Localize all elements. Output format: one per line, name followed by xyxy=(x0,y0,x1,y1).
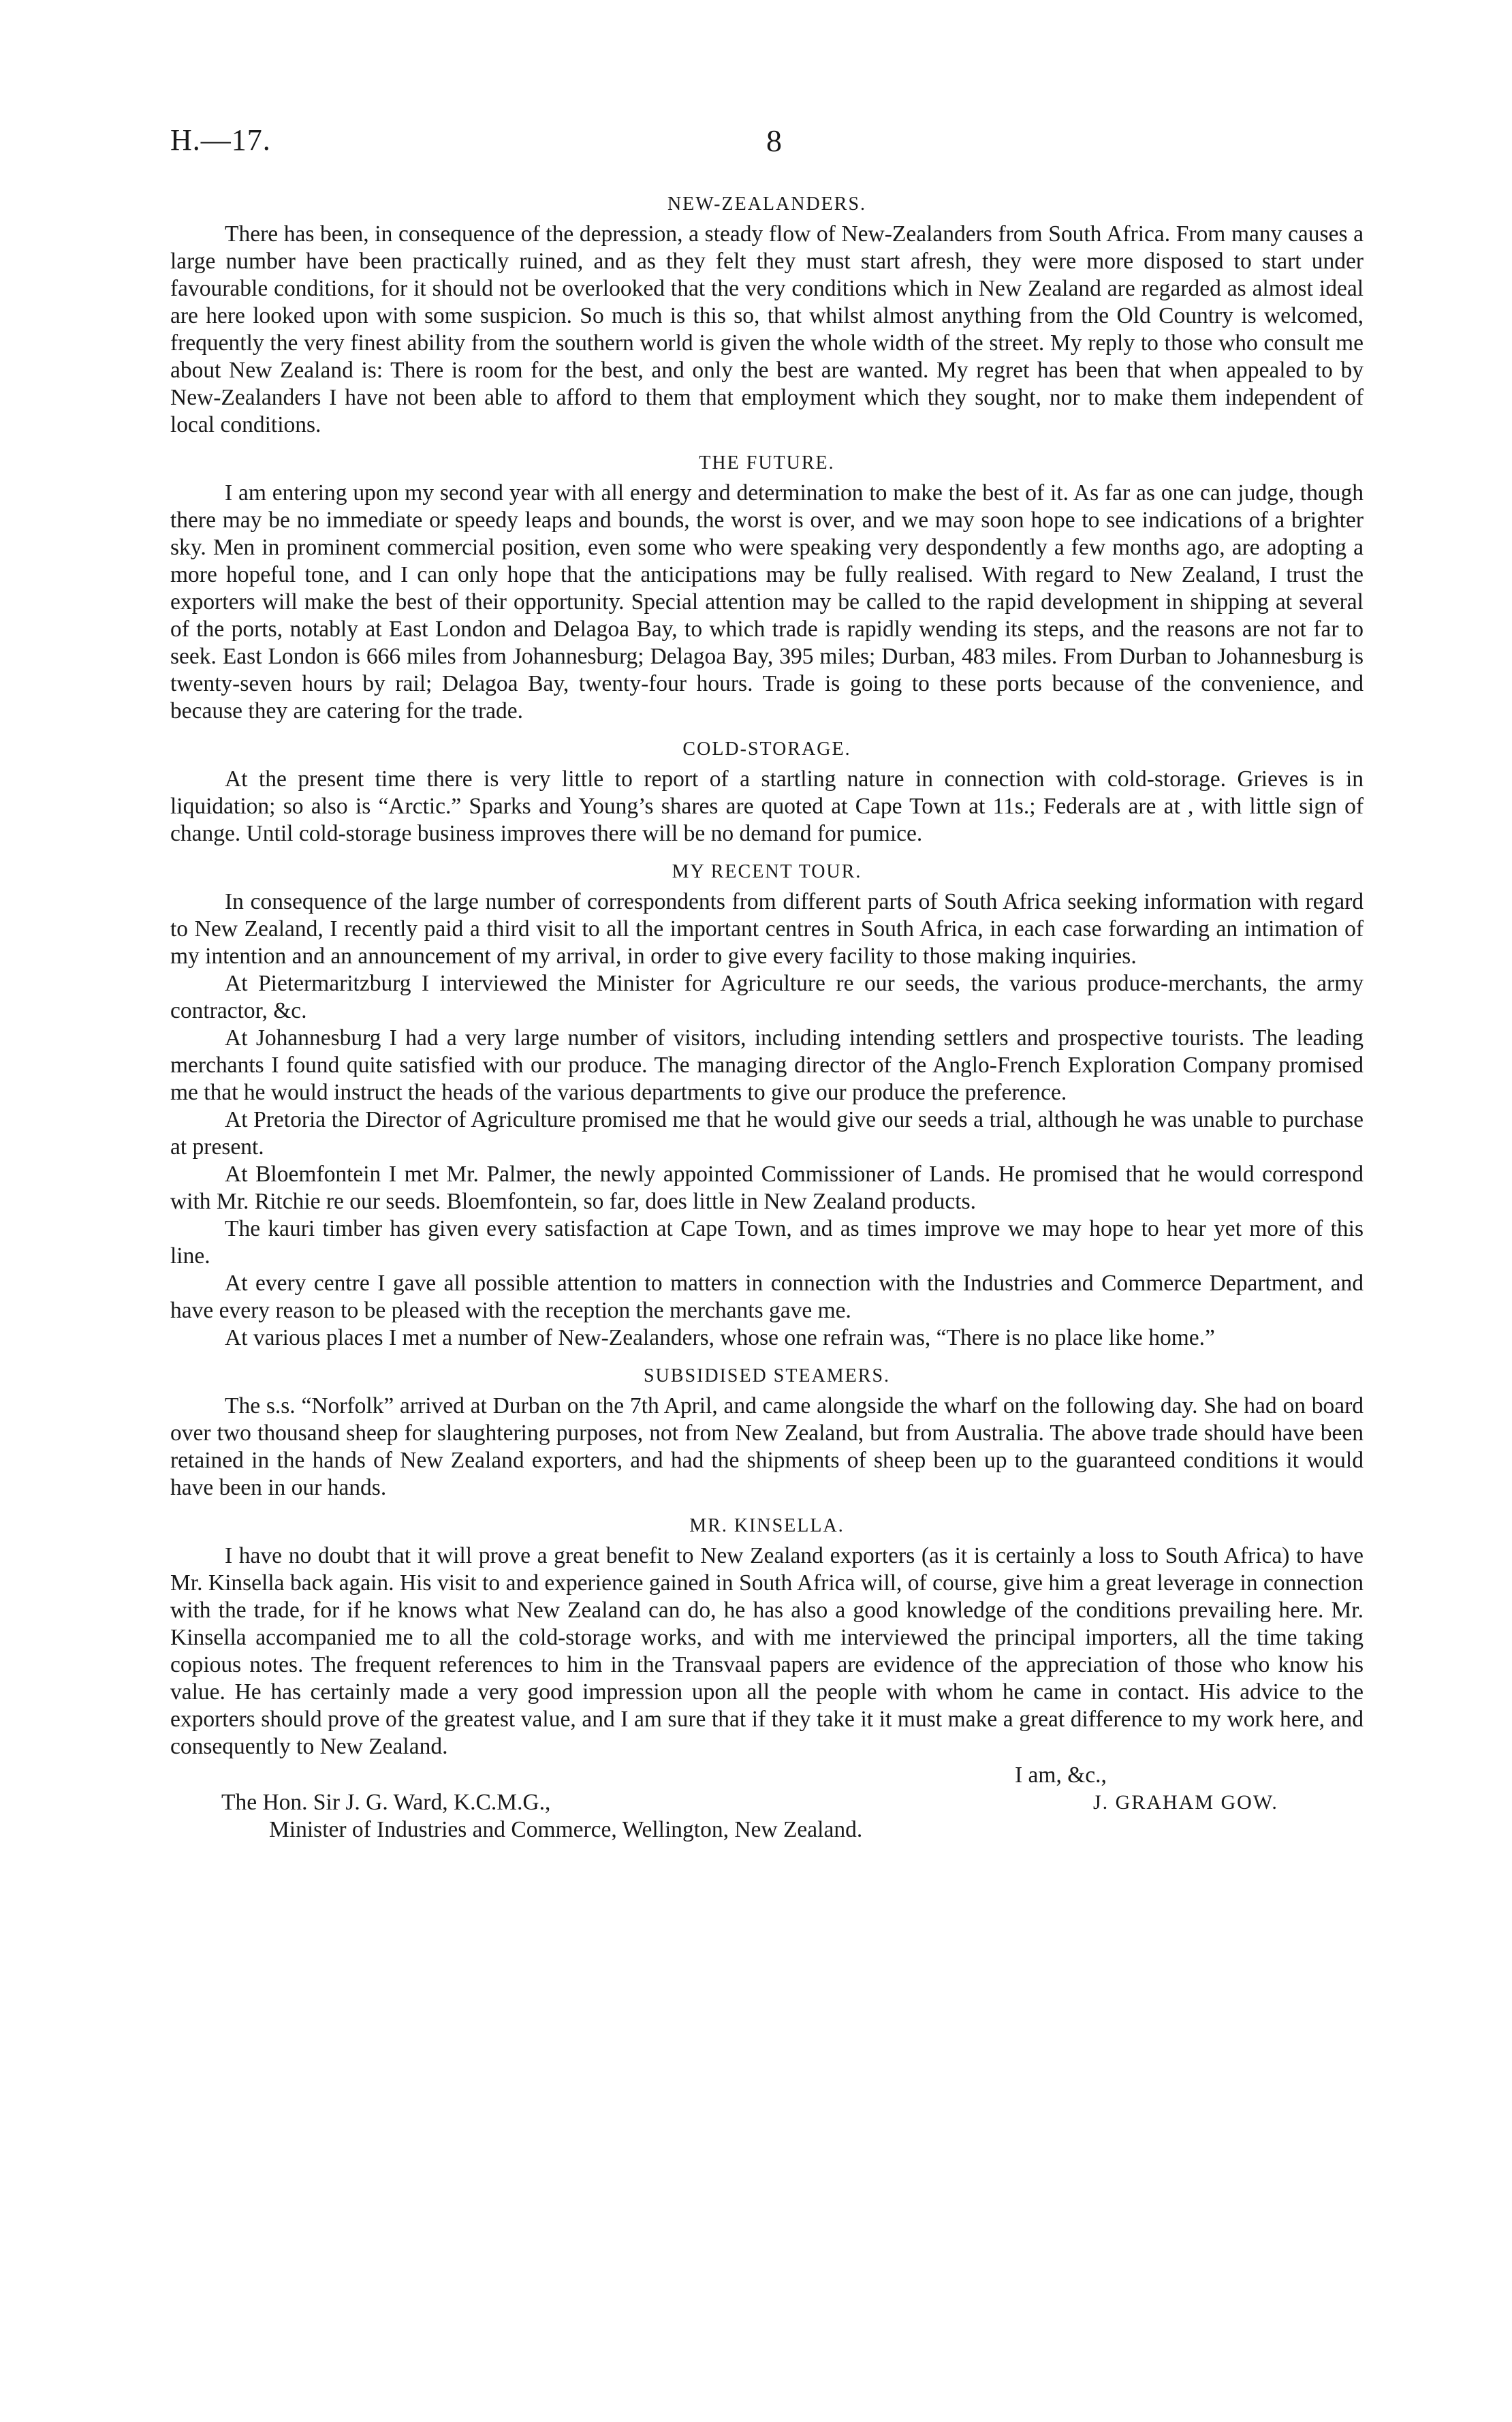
page-number: 8 xyxy=(766,123,782,158)
valediction: I am, &c., xyxy=(1015,1763,1107,1788)
document-body xyxy=(170,191,1364,1857)
addressee-name: The Hon. Sir J. G. Ward, K.C.M.G., xyxy=(221,1790,551,1815)
paragraph: In consequence of the large number of correspondents from different parts of South Africa seeking information with regard to New Zealand, I recently paid a third visit to all the important centres in South Africa, in each case forwarding an intimation of my intention and an announcement of my arrival, in order to give every facility to those making inquiries. xyxy=(170,889,1364,969)
document-reference: H.—17. xyxy=(170,123,271,157)
paragraph: The kauri timber has given every satisfaction at Cape Town, and as times improve we may hope to hear yet more of this line. xyxy=(170,1216,1364,1269)
page-header xyxy=(170,123,1369,164)
paragraph: There has been, in consequence of the depression, a steady flow of New-Zealanders from South Africa. From many causes a large number have been practically ruined, and as they felt they must start afresh, they were more disposed to start under favourable conditions, for it should not be overlooked that the very conditions which in New Zealand are regarded as almost ideal are here looked upon with some suspicion. So much is this so, that whilst almost anything from the Old Country is welcomed, frequently the very finest ability from the southern world is given the whole width of the street. My reply to those who consult me about New Zealand is: There is room for the best, and only the best are wanted. My regret has been that when appealed to by New-Zealanders I have not been able to afford to them that employment which they sought, nor to make them independent of local conditions. xyxy=(170,221,1364,437)
section-heading-subsidised-steamers: SUBSIDISED STEAMERS. xyxy=(643,1365,891,1386)
paragraph: At every centre I gave all possible attention to matters in connection with the Industries and Commerce Department, and have every reason to be pleased with the reception the merchants gave me. xyxy=(170,1271,1364,1323)
paragraph: At Johannesburg I had a very large number of visitors, including intending settlers and prospective tourists. The leading merchants I found quite satisfied with our produce. The managing director of the Anglo-French Exploration Company promised me that he would instruct the heads of the various departments to give our produce the preference. xyxy=(170,1025,1364,1105)
section-heading-my-recent-tour: MY RECENT TOUR. xyxy=(672,861,862,882)
section-heading-the-future: THE FUTURE. xyxy=(699,452,835,473)
paragraph: I have no doubt that it will prove a great benefit to New Zealand exporters (as it is certainly a loss to South Africa) to have Mr. Kinsella back again. His visit to and experience gained in South Africa will, of course, give him a great leverage in connection with the trade, for if he knows what New Zealand can do, he has also a good knowledge of the conditions prevailing here. Mr. Kinsella accompanied me to all the cold-storage works, and with me interviewed the principal importers, all the time taking copious notes. The frequent references to him in the Transvaal papers are evidence of the appreciation of those who know his value. He has certainly made a very good impression upon all the people with whom he came in contact. His advice to the exporters should prove of the greatest value, and I am sure that if they take it it must make a great difference to my work here, and consequently to New Zealand. xyxy=(170,1543,1364,1759)
paragraph: At Pretoria the Director of Agriculture promised me that he would give our seeds a trial, although he was unable to purchase at present. xyxy=(170,1107,1364,1160)
section-heading-cold-storage: COLD-STORAGE. xyxy=(682,739,851,760)
paragraph: At the present time there is very little to report of a startling nature in connection with cold-storage. Grieves is in liquidation; so also is “Arctic.” Sparks and Young’s shares are quoted at Cape Town at 11s.; Federals are at , with little sign of change. Until cold-storage business improves there will be no demand for pumice. xyxy=(170,766,1364,846)
paragraph: At Pietermaritzburg I interviewed the Minister for Agriculture re our seeds, the various produce-merchants, the army contractor, &c. xyxy=(170,971,1364,1023)
letter-closing xyxy=(170,1762,1364,1857)
paragraph: At Bloemfontein I met Mr. Palmer, the newly appointed Commissioner of Lands. He promised that he would correspond with Mr. Ritchie re our seeds. Bloemfontein, so far, does little in New Zealand products. xyxy=(170,1162,1364,1214)
section-heading-mr-kinsella: MR. KINSELLA. xyxy=(689,1515,845,1536)
signature: J. GRAHAM GOW. xyxy=(1093,1791,1278,1814)
paragraph: I am entering upon my second year with all energy and determination to make the best of it. As far as one can judge, though there may be no immediate or speedy leaps and bounds, the worst is over, and we may soon hope to see indications of a brighter sky. Men in prominent commercial position, even some who were speaking very despondently a few months ago, are adopting a more hopeful tone, and I can only hope that the anticipations may be fully realised. With regard to New Zealand, I trust the exporters will make the best of their opportunity. Special attention may be called to the rapid development in shipping at several of the ports, notably at East London and Delagoa Bay, to which trade is rapidly wending its steps, and the reasons are not far to seek. East London is 666 miles from Johannesburg; Delagoa Bay, 395 miles; Durban, 483 miles. From Durban to Johannesburg is twenty-seven hours by rail; Delagoa Bay, twenty-four hours. Trade is going to these ports because of the convenience, and because they are catering for the trade. xyxy=(170,480,1364,724)
paragraph: At various places I met a number of New-Zealanders, whose one refrain was, “There is no place like home.” xyxy=(225,1325,1215,1350)
section-heading-new-zealanders: NEW-ZEALANDERS. xyxy=(667,193,867,215)
paragraph: The s.s. “Norfolk” arrived at Durban on the 7th April, and came alongside the wharf on the following day. She had on board over two thousand sheep for slaughtering purposes, not from New Zealand, but from Australia. The above trade should have been retained in the hands of New Zealand exporters, and had the shipments of sheep been up to the guaranteed conditions it would have been in our hands. xyxy=(170,1393,1364,1500)
addressee-title: Minister of Industries and Commerce, Wellington, New Zealand. xyxy=(269,1817,863,1842)
